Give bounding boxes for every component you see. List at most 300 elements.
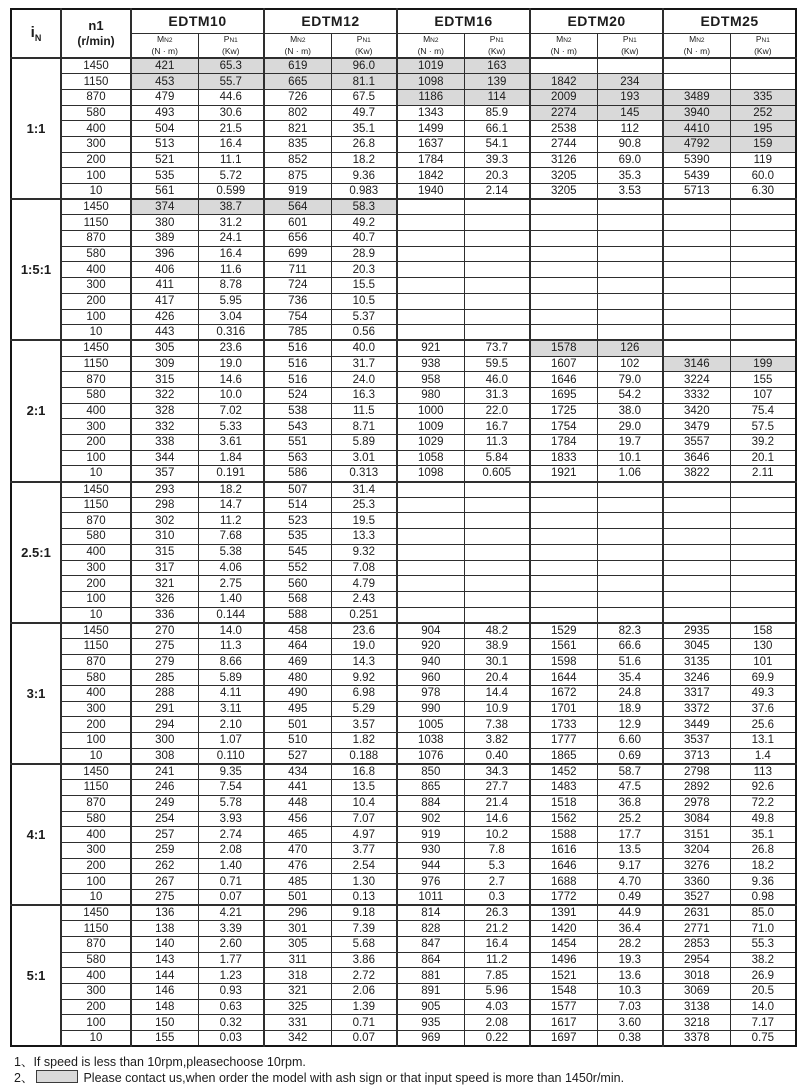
value-cell: 1777 [530,733,597,749]
value-cell: 155 [131,1031,198,1047]
value-cell: 24.1 [198,231,264,247]
value-cell [597,576,663,592]
value-cell: 1.40 [198,858,264,874]
value-cell: 7.85 [464,968,530,984]
table-row [11,215,796,231]
value-cell [730,246,796,262]
value-cell: 308 [131,748,198,764]
table-row [11,136,796,152]
value-cell: 3146 [663,356,730,372]
table-row [11,937,796,953]
value-cell: 302 [131,513,198,529]
value-cell: 5.78 [198,795,264,811]
value-cell: 3205 [530,184,597,200]
value-cell: 0.93 [198,984,264,1000]
value-cell: 0.07 [198,889,264,905]
value-cell [464,513,530,529]
value-cell: 1577 [530,999,597,1015]
value-cell: 36.8 [597,795,663,811]
value-cell: 294 [131,717,198,733]
value-cell: 3372 [663,701,730,717]
value-cell: 1637 [397,136,464,152]
table-row [11,905,796,921]
table-row [11,1031,796,1047]
value-cell: 1598 [530,654,597,670]
table-row [11,827,796,843]
footnotes [14,1054,800,1086]
value-cell: 35.1 [331,121,397,137]
table-row [11,968,796,984]
value-cell: 0.07 [331,1031,397,1047]
value-cell [730,340,796,356]
value-cell: 2771 [663,921,730,937]
value-cell: 54.1 [464,136,530,152]
value-cell: 318 [264,968,331,984]
value-cell [530,199,597,215]
value-cell: 47.5 [597,780,663,796]
value-cell [530,215,597,231]
value-cell: 1784 [530,435,597,451]
value-cell [464,482,530,498]
value-cell [663,74,730,90]
value-cell: 1578 [530,340,597,356]
value-cell: 3.57 [331,717,397,733]
value-cell: 1688 [530,874,597,890]
value-cell [730,544,796,560]
n1-cell: 300 [61,419,131,435]
value-cell: 16.4 [198,246,264,262]
value-cell [464,309,530,325]
value-cell [597,309,663,325]
value-cell: 11.6 [198,262,264,278]
value-cell: 524 [264,387,331,403]
value-cell: 26.8 [331,136,397,152]
value-cell: 1562 [530,811,597,827]
n1-cell: 1450 [61,482,131,498]
value-cell: 20.3 [331,262,397,278]
value-cell: 586 [264,466,331,482]
value-cell: 441 [264,780,331,796]
value-cell: 11.3 [464,435,530,451]
value-cell: 5713 [663,184,730,200]
value-cell: 3449 [663,717,730,733]
value-cell: 456 [264,811,331,827]
value-cell [397,262,464,278]
value-cell: 0.56 [331,325,397,341]
n1-cell: 200 [61,152,131,168]
table-row [11,733,796,749]
value-cell [464,231,530,247]
table-row [11,686,796,702]
value-cell: 852 [264,152,331,168]
value-cell [397,246,464,262]
footnote-2 [14,1070,800,1086]
ash-legend-swatch [36,1070,78,1083]
value-cell: 4.79 [331,576,397,592]
value-cell [597,497,663,513]
subcol-header: MN2 (N · m) [397,33,464,58]
value-cell: 3.93 [198,811,264,827]
table-row [11,764,796,780]
value-cell: 136 [131,905,198,921]
value-cell: 2978 [663,795,730,811]
value-cell [397,607,464,623]
value-cell: 285 [131,670,198,686]
value-cell: 279 [131,654,198,670]
value-cell: 3822 [663,466,730,482]
value-cell [730,231,796,247]
value-cell [597,544,663,560]
value-cell: 10.0 [198,387,264,403]
value-cell: 24.0 [331,372,397,388]
value-cell: 14.4 [464,686,530,702]
value-cell: 980 [397,387,464,403]
n1-cell: 870 [61,795,131,811]
footnote-1 [14,1054,800,1070]
table-row [11,842,796,858]
value-cell: 516 [264,340,331,356]
value-cell [663,231,730,247]
value-cell: 79.0 [597,372,663,388]
value-cell: 6.98 [331,686,397,702]
value-cell [597,293,663,309]
value-cell: 514 [264,497,331,513]
value-cell: 8.71 [331,419,397,435]
value-cell: 5439 [663,168,730,184]
table-row [11,623,796,639]
n1-cell: 1150 [61,356,131,372]
value-cell: 2.10 [198,717,264,733]
value-cell [530,231,597,247]
table-row [11,105,796,121]
subcol-header: MN2 (N · m) [264,33,331,58]
value-cell: 3317 [663,686,730,702]
value-cell: 143 [131,952,198,968]
value-cell: 1754 [530,419,597,435]
value-cell: 18.9 [597,701,663,717]
subcol-header: PN1 (Kw) [198,33,264,58]
value-cell: 199 [730,356,796,372]
value-cell: 3126 [530,152,597,168]
value-cell: 0.98 [730,889,796,905]
value-cell [464,560,530,576]
n1-cell: 1150 [61,921,131,937]
value-cell: 1725 [530,403,597,419]
footnote-2-text: Please contact us,when order the model with ash sign or that input speed is more than 1450r/min. [83,1071,625,1086]
value-cell: 1076 [397,748,464,764]
value-cell [464,246,530,262]
model-header-edtm12: EDTM12 [264,9,397,33]
n1-cell: 870 [61,231,131,247]
value-cell: 326 [131,591,198,607]
value-cell: 527 [264,748,331,764]
value-cell: 26.8 [730,842,796,858]
value-cell: 305 [264,937,331,953]
value-cell [663,529,730,545]
value-cell [464,591,530,607]
value-cell: 119 [730,152,796,168]
value-cell: 921 [397,340,464,356]
value-cell [597,591,663,607]
value-cell: 139 [464,74,530,90]
value-cell: 523 [264,513,331,529]
value-cell: 310 [131,529,198,545]
value-cell: 516 [264,356,331,372]
value-cell: 464 [264,638,331,654]
value-cell: 16.8 [331,764,397,780]
n1-cell: 1450 [61,199,131,215]
value-cell [397,199,464,215]
value-cell [530,576,597,592]
value-cell: 919 [264,184,331,200]
value-cell: 510 [264,733,331,749]
subcol-header: MN2 (N · m) [530,33,597,58]
value-cell: 453 [131,74,198,90]
subcol-header: PN1 (Kw) [464,33,530,58]
value-cell: 785 [264,325,331,341]
value-cell: 2.72 [331,968,397,984]
value-cell: 380 [131,215,198,231]
value-cell: 1391 [530,905,597,921]
value-cell: 5.29 [331,701,397,717]
n1-cell: 870 [61,654,131,670]
value-cell: 275 [131,638,198,654]
value-cell: 935 [397,1015,464,1031]
value-cell: 1607 [530,356,597,372]
value-cell: 7.54 [198,780,264,796]
value-cell: 2.54 [331,858,397,874]
value-cell: 315 [131,372,198,388]
value-cell: 1646 [530,858,597,874]
value-cell: 332 [131,419,198,435]
value-cell: 6.60 [597,733,663,749]
value-cell: 802 [264,105,331,121]
ratio-cell: 4:1 [11,764,61,905]
value-cell: 3378 [663,1031,730,1047]
value-cell [730,529,796,545]
value-cell: 9.36 [730,874,796,890]
value-cell [663,58,730,74]
value-cell: 49.7 [331,105,397,121]
n1-cell: 400 [61,686,131,702]
value-cell: 501 [264,717,331,733]
value-cell: 54.2 [597,387,663,403]
value-cell: 114 [464,89,530,105]
value-cell: 0.110 [198,748,264,764]
value-cell [464,544,530,560]
value-cell: 5.96 [464,984,530,1000]
value-cell: 754 [264,309,331,325]
value-cell: 5.68 [331,937,397,953]
value-cell [464,199,530,215]
value-cell: 1019 [397,58,464,74]
value-cell: 60.0 [730,168,796,184]
table-row [11,184,796,200]
value-cell [730,293,796,309]
value-cell [663,482,730,498]
value-cell: 3713 [663,748,730,764]
n1-cell: 870 [61,513,131,529]
value-cell: 39.2 [730,435,796,451]
value-cell: 619 [264,58,331,74]
value-cell: 3.60 [597,1015,663,1031]
value-cell: 342 [264,1031,331,1047]
value-cell: 7.38 [464,717,530,733]
value-cell: 298 [131,497,198,513]
value-cell: 2274 [530,105,597,121]
value-cell: 543 [264,419,331,435]
value-cell: 699 [264,246,331,262]
value-cell [730,215,796,231]
value-cell [530,309,597,325]
value-cell: 1.30 [331,874,397,890]
value-cell: 16.4 [464,937,530,953]
value-cell: 3537 [663,733,730,749]
value-cell: 2.14 [464,184,530,200]
value-cell: 3.01 [331,450,397,466]
n1-cell: 100 [61,591,131,607]
value-cell: 864 [397,952,464,968]
value-cell: 34.3 [464,764,530,780]
value-cell: 5.89 [198,670,264,686]
value-cell: 3276 [663,858,730,874]
n1-cell: 580 [61,670,131,686]
value-cell: 301 [264,921,331,937]
value-cell: 476 [264,858,331,874]
value-cell: 905 [397,999,464,1015]
value-cell [730,58,796,74]
value-cell: 4.70 [597,874,663,890]
table-row [11,325,796,341]
value-cell [530,560,597,576]
value-cell [730,591,796,607]
table-row [11,529,796,545]
value-cell [597,246,663,262]
value-cell: 0.191 [198,466,264,482]
value-cell [663,607,730,623]
value-cell: 1186 [397,89,464,105]
value-cell: 69.9 [730,670,796,686]
value-cell: 25.6 [730,717,796,733]
value-cell: 22.0 [464,403,530,419]
value-cell: 40.7 [331,231,397,247]
value-cell: 262 [131,858,198,874]
value-cell: 3151 [663,827,730,843]
value-cell: 16.3 [331,387,397,403]
ratio-column-header: $i_N$ [11,9,61,58]
value-cell: 234 [597,74,663,90]
value-cell: 0.3 [464,889,530,905]
value-cell: 389 [131,231,198,247]
table-row [11,858,796,874]
value-cell: 14.0 [730,999,796,1015]
value-cell: 1733 [530,717,597,733]
value-cell: 3138 [663,999,730,1015]
value-cell [530,607,597,623]
value-cell: 0.599 [198,184,264,200]
table-row [11,387,796,403]
table-row [11,403,796,419]
value-cell: 504 [131,121,198,137]
value-cell: 421 [131,58,198,74]
n1-cell: 300 [61,984,131,1000]
value-cell [597,529,663,545]
table-row [11,670,796,686]
table-row [11,121,796,137]
value-cell [597,560,663,576]
value-cell: 90.8 [597,136,663,152]
value-cell: 552 [264,560,331,576]
value-cell: 1784 [397,152,464,168]
value-cell [397,529,464,545]
value-cell: 20.3 [464,168,530,184]
value-cell: 1697 [530,1031,597,1047]
value-cell: 470 [264,842,331,858]
value-cell [663,278,730,294]
table-row [11,654,796,670]
value-cell: 9.32 [331,544,397,560]
value-cell: 26.9 [730,968,796,984]
value-cell: 3.39 [198,921,264,937]
table-row [11,262,796,278]
value-cell: 291 [131,701,198,717]
value-cell: 7.02 [198,403,264,419]
value-cell: 155 [730,372,796,388]
value-cell: 4.21 [198,905,264,921]
value-cell: 940 [397,654,464,670]
n1-cell: 300 [61,278,131,294]
n1-cell: 400 [61,968,131,984]
value-cell: 501 [264,889,331,905]
value-cell: 4.97 [331,827,397,843]
value-cell: 3204 [663,842,730,858]
footnote-1-text: If speed is less than 10rpm,pleasechoose 10rpm. [33,1055,306,1070]
value-cell: 1009 [397,419,464,435]
n1-cell: 300 [61,701,131,717]
value-cell: 311 [264,952,331,968]
table-row [11,544,796,560]
model-header-edtm16: EDTM16 [397,9,530,33]
value-cell: 881 [397,968,464,984]
value-cell: 11.2 [198,513,264,529]
value-cell: 535 [264,529,331,545]
table-row [11,293,796,309]
value-cell [530,262,597,278]
value-cell: 9.36 [331,168,397,184]
value-cell: 81.1 [331,74,397,90]
value-cell: 26.3 [464,905,530,921]
value-cell: 335 [730,89,796,105]
table-row [11,999,796,1015]
value-cell: 0.49 [597,889,663,905]
value-cell: 325 [264,999,331,1015]
value-cell: 3646 [663,450,730,466]
value-cell [397,482,464,498]
value-cell: 960 [397,670,464,686]
n1-cell: 10 [61,1031,131,1047]
value-cell: 1098 [397,466,464,482]
value-cell: 35.1 [730,827,796,843]
value-cell: 1921 [530,466,597,482]
value-cell: 7.8 [464,842,530,858]
value-cell: 130 [730,638,796,654]
value-cell: 568 [264,591,331,607]
value-cell: 904 [397,623,464,639]
value-cell: 14.6 [198,372,264,388]
value-cell: 865 [397,780,464,796]
value-cell: 82.3 [597,623,663,639]
n1-cell: 1150 [61,74,131,90]
